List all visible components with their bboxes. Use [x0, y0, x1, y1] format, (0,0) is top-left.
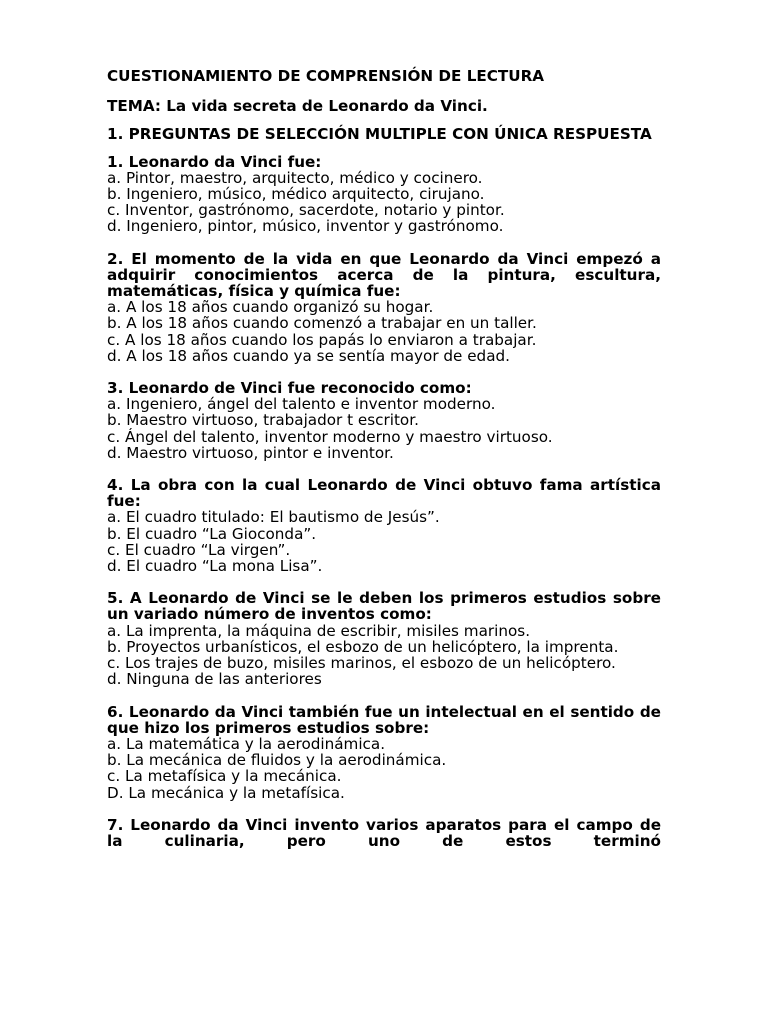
section-heading: 1. PREGUNTAS DE SELECCIÓN MULTIPLE CON ÚNICA RESPUESTA — [107, 125, 652, 144]
answer-option-c: c. La metafísica y la mecánica. — [107, 767, 342, 786]
answer-option-c: c. A los 18 años cuando los papás lo enviaron a trabajar. — [107, 330, 537, 349]
answer-option-b: b. La mecánica de fluidos y la aerodinámica. — [107, 751, 447, 770]
answer-options — [107, 396, 661, 461]
answer-option-d: d. Maestro virtuoso, pintor e inventor. — [107, 443, 394, 462]
answer-option-a: a. La imprenta, la máquina de escribir, misiles marinos. — [107, 621, 531, 640]
answer-option-a: a. El cuadro titulado: El bautismo de Jesús”. — [107, 508, 440, 527]
document-title: CUESTIONAMIENTO DE COMPRENSIÓN DE LECTURA — [107, 67, 545, 85]
answer-option-b: b. Ingeniero, músico, médico arquitecto, cirujano. — [107, 185, 485, 204]
question-5 — [107, 590, 661, 687]
question-4 — [107, 477, 661, 574]
answer-option-d: d. El cuadro “La mona Lisa”. — [107, 557, 323, 576]
answer-option-d: d. Ingeniero, pintor, músico, inventor y gastrónomo. — [107, 217, 504, 236]
answer-option-a: a. Pintor, maestro, arquitecto, médico y cocinero. — [107, 168, 483, 187]
question-text: 3. Leonardo de Vinci fue reconocido como: — [107, 379, 472, 398]
answer-option-a: a. Ingeniero, ángel del talento e inventor moderno. — [107, 395, 496, 414]
answer-option-d: D. La mecánica y la metafísica. — [107, 783, 345, 802]
question-text: 2. El momento de la vida en que Leonardo da Vinci empezó a adquirir conocimientos acerca de la pintura, escultura, matemáticas, física y química fue: — [107, 249, 661, 301]
question-text: 1. Leonardo da Vinci fue: — [107, 152, 322, 171]
answer-option-a: a. La matemática y la aerodinámica. — [107, 734, 386, 753]
answer-option-c: c. El cuadro “La virgen”. — [107, 540, 291, 559]
document-topic: TEMA: La vida secreta de Leonardo da Vinci. — [107, 97, 488, 116]
answer-option-b: b. El cuadro “La Gioconda”. — [107, 524, 317, 543]
answer-options — [107, 623, 661, 688]
answer-option-d: d. A los 18 años cuando ya se sentía mayor de edad. — [107, 346, 510, 365]
answer-option-c: c. Inventor, gastrónomo, sacerdote, notario y pintor. — [107, 201, 505, 220]
question-text: 4. La obra con la cual Leonardo de Vinci obtuvo fama artística fue: — [107, 476, 661, 511]
answer-option-b: b. Proyectos urbanísticos, el esbozo de un helicóptero, la imprenta. — [107, 637, 619, 656]
question-7 — [107, 817, 661, 849]
answer-options — [107, 299, 661, 364]
question-text: 5. A Leonardo de Vinci se le deben los primeros estudios sobre un variado número de inventos como: — [107, 589, 661, 624]
answer-option-a: a. A los 18 años cuando organizó su hogar. — [107, 298, 434, 317]
question-6 — [107, 704, 661, 801]
answer-option-d: d. Ninguna de las anteriores — [107, 670, 322, 689]
answer-option-b: b. A los 18 años cuando comenzó a trabajar en un taller. — [107, 314, 537, 333]
question-1 — [107, 154, 661, 235]
question-2 — [107, 251, 661, 364]
answer-option-c: c. Ángel del talento, inventor moderno y maestro virtuoso. — [107, 427, 553, 446]
question-3 — [107, 380, 661, 461]
answer-options — [107, 170, 661, 235]
document-page — [107, 68, 661, 865]
answer-option-c: c. Los trajes de buzo, misiles marinos, el esbozo de un helicóptero. — [107, 654, 616, 673]
answer-options — [107, 736, 661, 801]
question-text: 6. Leonardo da Vinci también fue un intelectual en el sentido de que hizo los primeros estudios sobre: — [107, 702, 661, 737]
answer-option-b: b. Maestro virtuoso, trabajador t escritor. — [107, 411, 419, 430]
answer-options — [107, 509, 661, 574]
question-text: 7. Leonardo da Vinci invento varios aparatos para el campo de la culinaria, pero uno de estos terminó — [107, 815, 661, 850]
